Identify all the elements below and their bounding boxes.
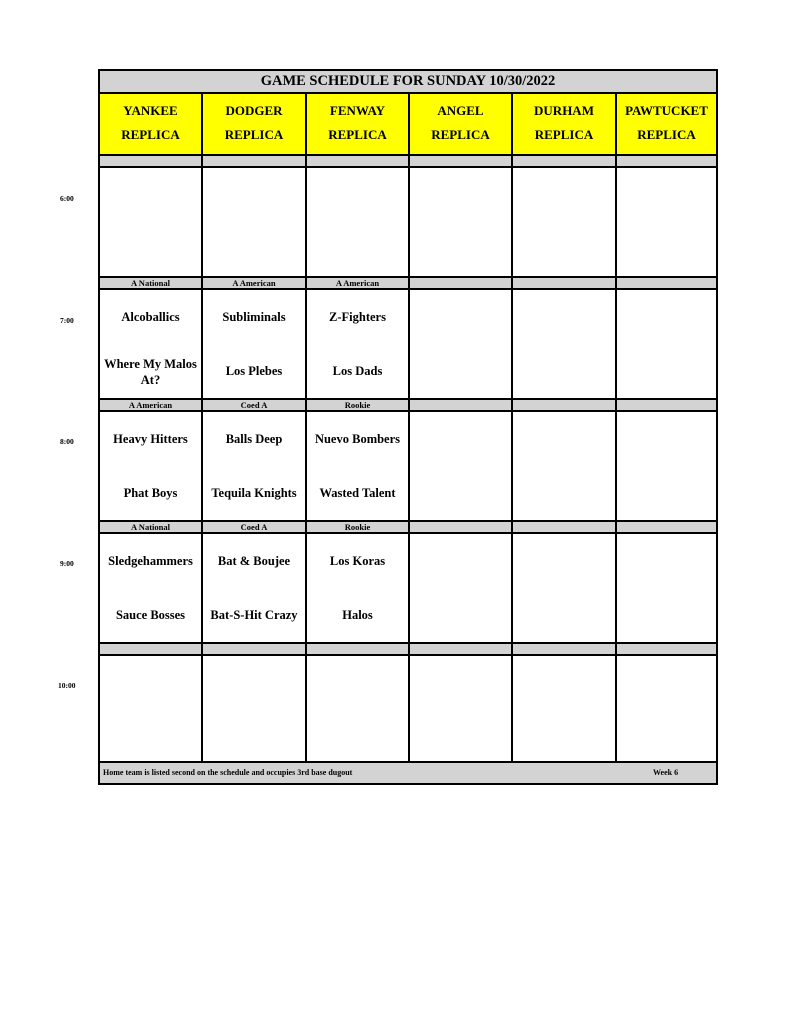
home-team: Tequila Knights [211,486,297,500]
home-team-note: Home team is listed second on the schedule and occupies 3rd base dugout [103,768,353,777]
division-label [410,644,513,654]
division-label [203,156,307,166]
game-cell [307,168,410,276]
field-subtitle: REPLICA [534,127,594,142]
division-band [100,398,716,412]
home-team: Where My Malos At? [104,357,197,387]
game-cell [617,168,716,276]
game-cell [203,656,307,763]
schedule-footer [100,761,716,783]
division-label [617,278,716,288]
game-cell [100,412,203,520]
game-cell [203,534,307,642]
division-label [513,644,617,654]
game-cell [307,534,410,642]
division-label [410,400,513,410]
division-label [617,522,716,532]
field-name: ANGEL [437,103,484,118]
division-label [513,400,617,410]
time-label: 7:00 [60,316,74,325]
game-cell [203,290,307,398]
field-name: DURHAM [534,103,594,118]
game-cell [100,168,203,276]
game-cell [617,290,716,398]
division-label: A American [203,278,307,288]
field-subtitle: REPLICA [328,127,387,142]
division-label: Rookie [307,400,410,410]
field-name: FENWAY [329,103,386,118]
game-cell [513,534,617,642]
division-label [307,644,410,654]
field-subtitle: REPLICA [121,127,180,142]
field-header-angel [410,94,513,154]
division-label [100,156,203,166]
game-cell [100,290,203,398]
division-label: A American [100,400,203,410]
away-team: Heavy Hitters [113,432,188,446]
game-cell [307,290,410,398]
division-label: A National [100,278,203,288]
game-cell [513,290,617,398]
division-label [617,644,716,654]
division-label [513,278,617,288]
division-label [513,156,617,166]
away-team: Alcoballics [121,310,180,324]
field-subtitle: REPLICA [637,127,696,142]
field-subtitle: REPLICA [224,127,284,142]
division-band [100,520,716,534]
game-cell [100,656,203,763]
game-cell [410,168,513,276]
division-label [410,278,513,288]
field-name: DODGER [225,103,283,118]
week-label: Week 6 [653,768,679,777]
game-cell [513,412,617,520]
division-label [203,644,307,654]
division-label [100,644,203,654]
division-label [617,156,716,166]
game-cell [307,656,410,763]
game-cell [513,168,617,276]
time-label: 6:00 [60,194,74,203]
home-team: Bat-S-Hit Crazy [210,608,298,622]
schedule-table [98,69,718,785]
field-header-yankee [100,94,203,154]
away-team: Subliminals [222,310,286,324]
away-team: Sledgehammers [108,554,193,568]
home-team: Los Plebes [225,364,283,378]
field-header-pawtucket [617,94,716,154]
away-team: Balls Deep [225,432,283,446]
away-team: Bat & Boujee [217,554,291,568]
away-team: Los Koras [329,554,386,568]
away-team: Nuevo Bombers [314,432,401,446]
division-band [100,276,716,290]
game-cell [513,656,617,763]
field-header-dodger [203,94,307,154]
game-cell [100,534,203,642]
division-band [100,154,716,168]
division-label: Coed A [203,522,307,532]
game-cell [617,534,716,642]
time-label: 8:00 [60,437,74,446]
division-label: Coed A [203,400,307,410]
game-cell [203,412,307,520]
field-header-durham [513,94,617,154]
division-label [410,156,513,166]
division-label: Rookie [307,522,410,532]
time-label: 10:00 [58,681,76,690]
game-cell [617,412,716,520]
division-label [410,522,513,532]
division-label: A American [307,278,410,288]
field-name: PAWTUCKET [625,103,708,118]
field-subtitle: REPLICA [431,127,490,142]
division-label [617,400,716,410]
game-cell [410,534,513,642]
away-team: Z-Fighters [329,310,386,324]
home-team: Sauce Bosses [115,608,186,622]
time-label: 9:00 [60,559,74,568]
game-cell [203,168,307,276]
schedule-title: GAME SCHEDULE FOR SUNDAY 10/30/2022 [100,71,716,94]
game-cell [410,290,513,398]
game-cell [617,656,716,763]
division-label [513,522,617,532]
game-cell [307,412,410,520]
division-label [307,156,410,166]
game-cell [410,656,513,763]
field-name: YANKEE [123,103,178,118]
home-team: Los Dads [332,364,383,378]
field-header-fenway [307,94,410,154]
division-label: A National [100,522,203,532]
home-team: Halos [342,608,373,622]
home-team: Wasted Talent [319,486,396,500]
division-band [100,642,716,656]
game-cell [410,412,513,520]
home-team: Phat Boys [123,486,178,500]
